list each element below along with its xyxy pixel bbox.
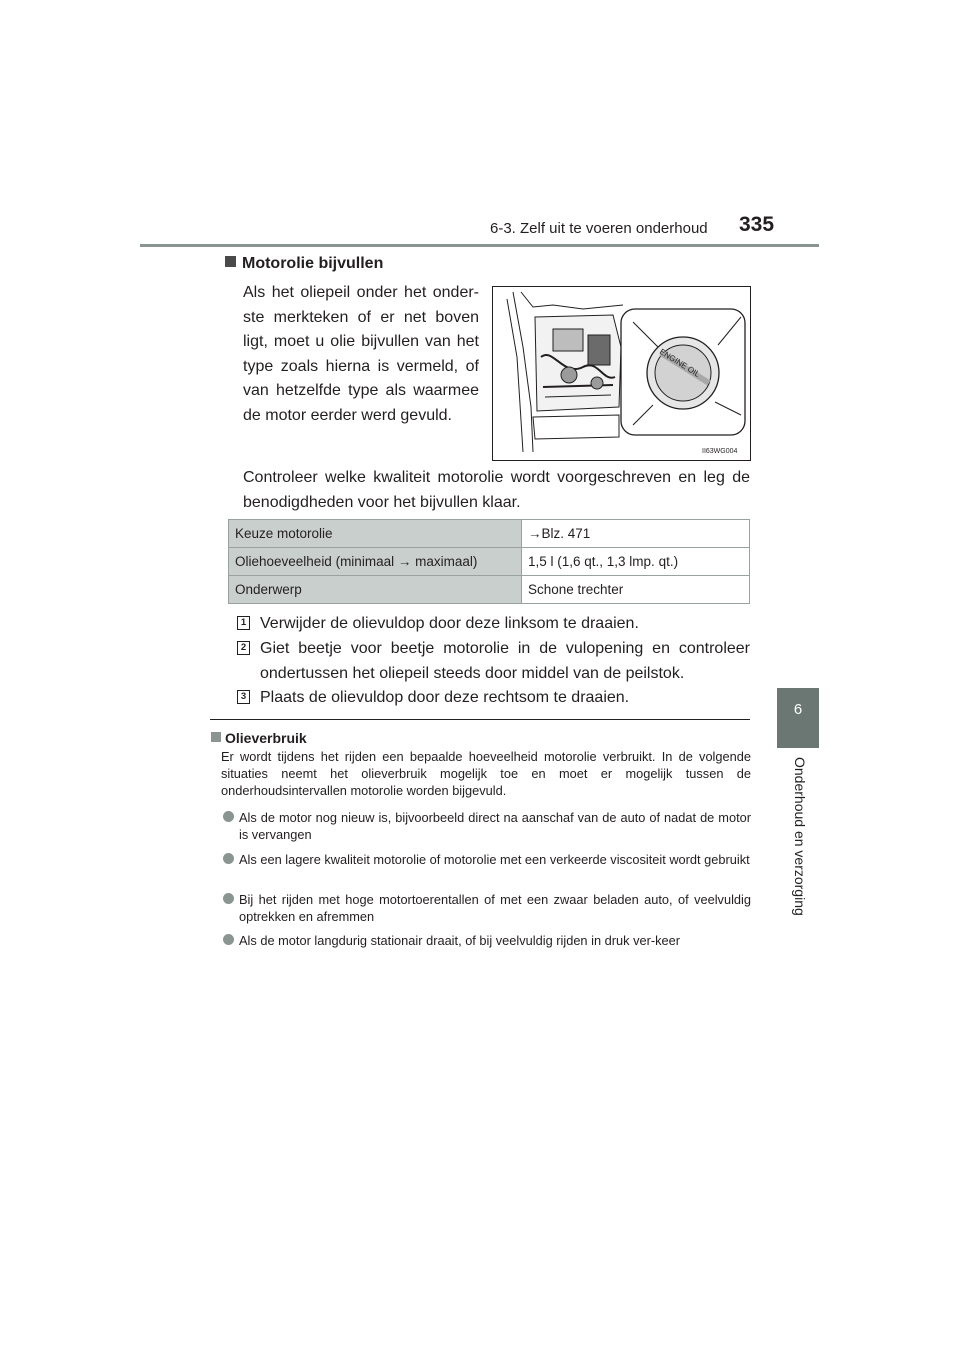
- square-bullet-icon: [225, 256, 236, 267]
- table-key: Keuze motorolie: [229, 520, 522, 548]
- section-heading: [225, 255, 383, 273]
- list-item: [221, 891, 751, 925]
- step-text: Verwijder de olievuldop door deze linksom te draaien.: [260, 615, 639, 632]
- note-heading-text: Olieverbruik: [225, 730, 307, 746]
- step-number: 2: [237, 641, 250, 655]
- step-text: Giet beetje voor beetje motorolie in de vulopening en controleer ondertussen het oliepeil steeds door middel van de peilstok.: [260, 640, 750, 682]
- page-number: 335: [739, 213, 775, 236]
- note-body: Er wordt tijdens het rijden een bepaalde hoeveelheid motorolie verbruikt. In de volgende situaties neemt het olieverbruik mogelijk toe en moet er mogelijk tussen de onderhoudsintervallen motorolie worden bijgevuld.: [221, 749, 751, 798]
- table-row: [229, 520, 750, 548]
- list-item: [221, 851, 751, 868]
- list-item-text: Als een lagere kwaliteit motorolie of motorolie met een verkeerde viscositeit wordt gebruikt: [239, 852, 750, 867]
- preparation-text: Controleer welke kwaliteit motorolie wordt voorgeschreven en leg de benodigdheden voor het bijvullen klaar.: [243, 469, 750, 511]
- table-row: [229, 576, 750, 604]
- table-value: Schone trechter: [522, 576, 750, 604]
- note-heading: [211, 730, 307, 746]
- engine-bay-illustration: [493, 287, 750, 460]
- header-divider: [140, 244, 819, 247]
- section-divider: [210, 719, 750, 720]
- step-item: [240, 636, 750, 686]
- table-row: [229, 548, 750, 576]
- engine-oil-cap-illustration: [492, 286, 751, 461]
- list-item: [221, 809, 751, 843]
- table-value: 1,5 l (1,6 qt., 1,3 lmp. qt.): [522, 548, 750, 576]
- list-item-text: Als de motor nog nieuw is, bijvoorbeeld direct na aanschaf van de auto of nadat de motor is vervangen: [239, 810, 751, 842]
- table-key: Onderwerp: [229, 576, 522, 604]
- bullet-dot-icon: [223, 853, 234, 864]
- bullet-dot-icon: [223, 893, 234, 904]
- list-item-text: Bij het rijden met hoge motortoerentallen of met een zwaar beladen auto, of veelvuldig optrekken en afremmen: [239, 892, 751, 924]
- step-item: [240, 611, 750, 636]
- list-item-text: Als de motor langdurig stationair draait, of bij veelvuldig rijden in druk ver-keer: [239, 933, 680, 948]
- list-item: [221, 932, 751, 949]
- cap-label: ENGINE OIL: [657, 347, 702, 379]
- chapter-tab: 6: [777, 688, 819, 748]
- step-number: 3: [237, 690, 250, 704]
- bullet-dot-icon: [223, 811, 234, 822]
- figure-id: II63WG004: [702, 448, 738, 455]
- section-heading-text: Motorolie bijvullen: [242, 255, 384, 272]
- section-intro: Als het oliepeil onder het onder-ste merkteken of er net boven ligt, moet u olie bijvullen van het type zoals hierna is vermeld, of van hetzelfde type als waarmee de motor eerder werd gevuld.: [243, 284, 479, 424]
- step-number: 1: [237, 616, 250, 630]
- chapter-label: Onderhoud en verzorging: [792, 757, 808, 916]
- bullet-dot-icon: [223, 934, 234, 945]
- oil-spec-table: [228, 519, 750, 604]
- square-bullet-icon: [211, 732, 221, 742]
- table-value: →Blz. 471: [522, 520, 750, 548]
- header-section-title: 6-3. Zelf uit te voeren onderhoud: [490, 220, 708, 237]
- table-key: Oliehoeveelheid (minimaal → maximaal): [229, 548, 522, 576]
- step-text: Plaats de olievuldop door deze rechtsom te draaien.: [260, 689, 630, 706]
- step-item: [240, 685, 750, 710]
